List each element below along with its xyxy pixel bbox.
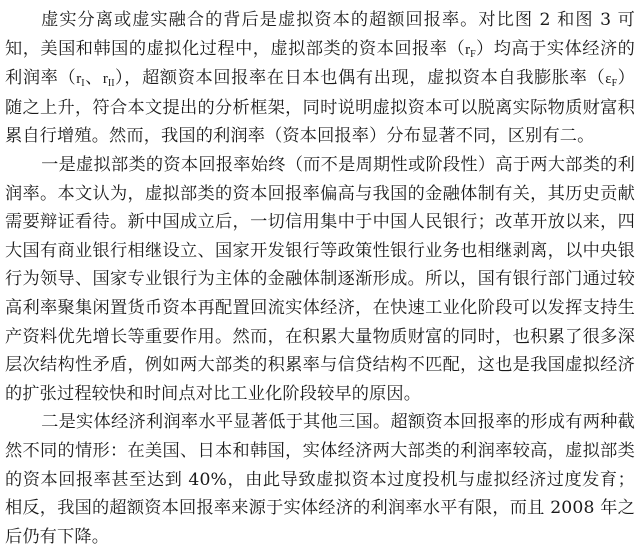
text-run: 二是实体经济利润率水平显著低于其他三国。超额资本回报率的形成有两种截然不同的情形：在美国、日本和韩国，实体经济两大部类的利润率较高，虚拟部类的资本回报率甚至达到 40%，由此导致虚拟资本过度投机与虚拟经济过度发育；相反，我国的超额资本回报率来源于实体经济的利润率水平有限，而且 2008 年之后仍有下降。	[5, 412, 635, 547]
text-run: 、	[84, 68, 103, 89]
symbol-base: ε	[605, 71, 612, 88]
symbol-subscript: F	[611, 78, 618, 90]
paragraph-2	[5, 151, 635, 408]
text-run: ），超额资本回报率在日本也偶有出现，虚拟资本自我膨胀率（	[114, 68, 606, 89]
symbol-subscript: F	[470, 48, 476, 60]
math-symbol	[605, 71, 618, 90]
symbol-base: r	[76, 71, 82, 88]
text-run: 虚实分离或虚实融合的背后是虚拟资本的超额回报率。对比图 2 和图 3 可知，美国和韩国的虚拟化过程中，虚拟部类的资本回报率（	[5, 10, 635, 59]
symbol-subscript: II	[107, 78, 115, 90]
math-symbol	[465, 42, 476, 58]
text-run: 一是虚拟部类的资本回报率始终（而不是周期性或阶段性）高于两大部类的利润率。本文认为，虚拟部类的资本回报率偏高与我国的金融体制有关，其历史贡献需要辩证看待。新中国成立后，一切信用集中于中国人民银行；改革开放以来，四大国有商业银行相继设立、国家开发银行等政策性银行业务也相继剥离，以中央银行为领导、国家专业银行为主体的金融体制逐渐形成。所以，国有银行部门通过较高利率聚集闲置货币资本再配置回流实体经济，在快速工业化阶段可以发挥支持生产资料优先增长等重要作用。然而，在积累大量物质财富的同时，也积累了很多深层次结构性矛盾，例如两大部类的积累率与信贷结构不匹配，这也是我国虚拟经济的扩张过程较快和时间点对比工业化阶段较早的原因。	[5, 154, 635, 404]
text-run: ）随之上升，符合本文提出的分析框架，同时说明虚拟资本可以脱离实际物质财富积累自行增殖。然而，我国的利润率（资本回报率）分布显著不同，区别有二。	[5, 68, 635, 147]
text-run: ）均高于实体经济的利润率（	[5, 38, 635, 89]
symbol-base: r	[102, 71, 108, 88]
math-symbol	[76, 71, 85, 90]
paragraph-3	[5, 408, 635, 551]
symbol-subscript: I	[81, 78, 85, 90]
math-symbol	[102, 71, 115, 90]
symbol-base: r	[465, 41, 471, 58]
paragraph-1	[5, 6, 635, 151]
